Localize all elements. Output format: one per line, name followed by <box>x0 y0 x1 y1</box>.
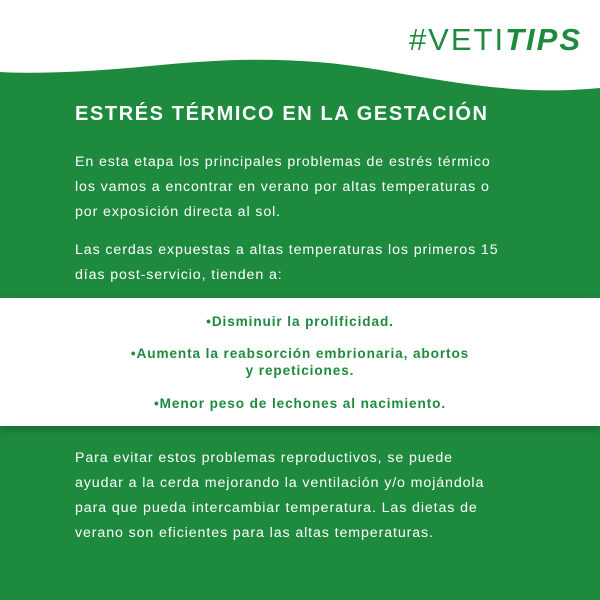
effect-item-piglet-weight: •Menor peso de lechones al nacimiento. <box>153 396 447 411</box>
intro-paragraph: En esta etapa los principales problemas de estrés térmico los vamos a encontrar en verano por altas temperaturas o por exposición directa al sol. <box>75 154 491 220</box>
brand-logo-part-veti: #VETI <box>408 22 506 57</box>
lead-paragraph: Las cerdas expuestas a altas temperaturas los primeros 15 días post-servicio, tienden a: <box>75 242 499 283</box>
brand-logo-part-tips: TIPS <box>505 22 582 57</box>
advice-paragraph: Para evitar estos problemas reproductivos, se puede ayudar a la cerda mejorando la ventilación y/o mojándola para que pueda intercambiar temperatura. Las dietas de verano son eficientes para las altas temperaturas. <box>75 450 485 541</box>
effect-item-prolificity: •Disminuir la prolificidad. <box>206 314 394 329</box>
page-title: ESTRÉS TÉRMICO EN LA GESTACIÓN <box>75 103 489 125</box>
brand-logo <box>409 22 582 58</box>
effect-item-reabsorption: •Aumenta la reabsorción embrionaria, abortos y repeticiones. <box>130 346 470 378</box>
effects-list-band <box>0 298 600 426</box>
